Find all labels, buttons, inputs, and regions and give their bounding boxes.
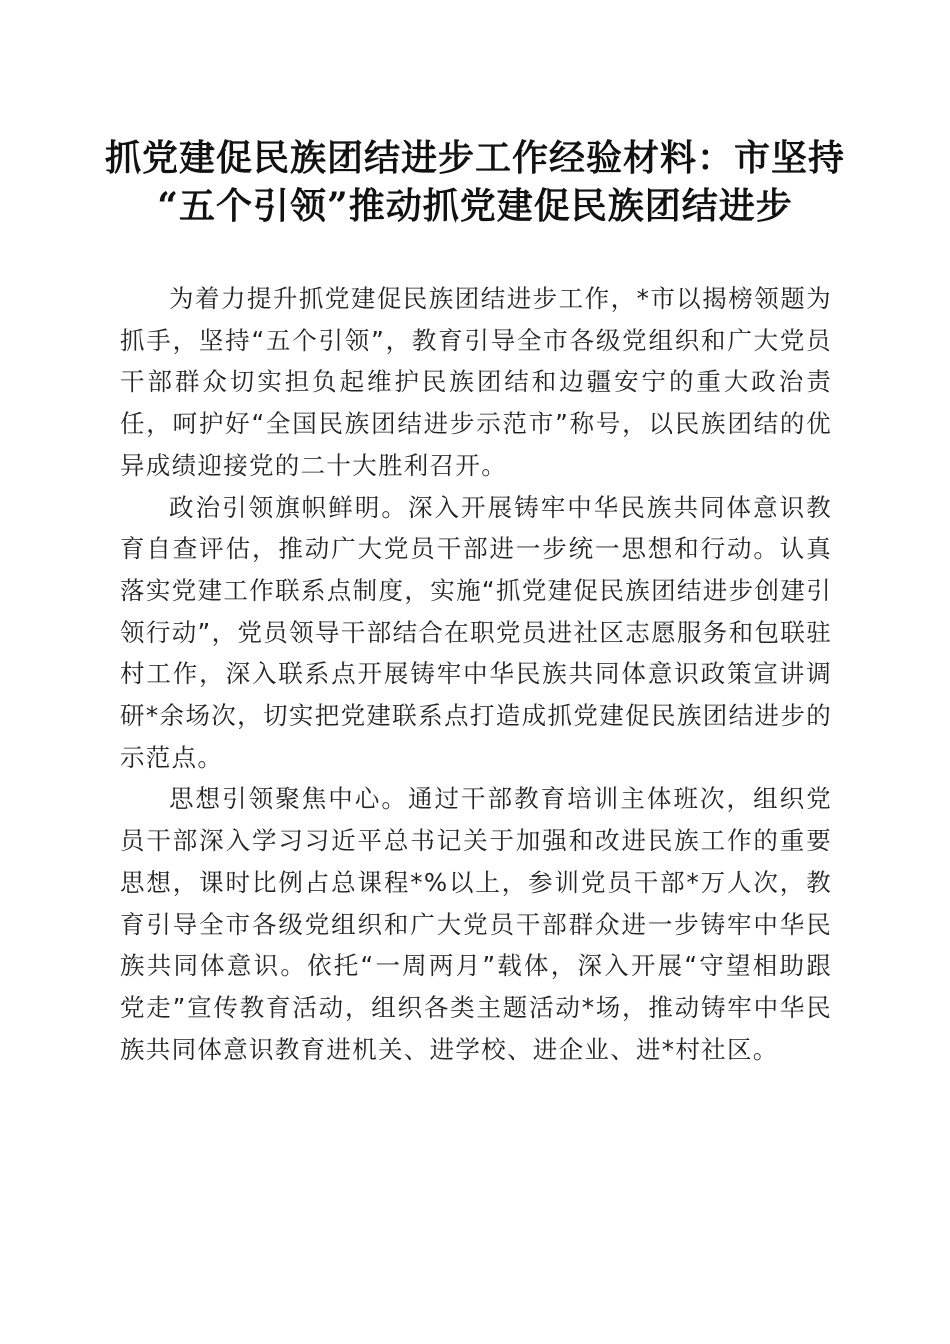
document-body [120,278,832,1070]
paragraph-political-leadership: 政治引领旗帜鲜明。深入开展铸牢中华民族共同体意识教育自查评估，推动广大党员干部进一步统一思想和行动。认真落实党建工作联系点制度，实施“抓党建促民族团结进步创建引领行动”，党员领导干部结合在职党员进社区志愿服务和包联驻村工作，深入联系点开展铸牢中华民族共同体意识政策宣讲调研*余场次，切实把党建联系点打造成抓党建促民族团结进步的示范点。 [120,492,832,772]
title-line-1: 抓党建促民族团结进步工作经验材料：市坚持 [104,137,845,179]
document-title [80,134,870,230]
title-line-2: “五个引领”推动抓党建促民族团结进步 [157,185,793,227]
paragraph-intro: 为着力提升抓党建促民族团结进步工作，*市以揭榜领题为抓手，坚持“五个引领”，教育引导全市各级党组织和广大党员干部群众切实担负起维护民族团结和边疆安宁的重大政治责任，呵护好“全国民族团结进步示范市”称号，以民族团结的优异成绩迎接党的二十大胜利召开。 [120,284,832,480]
paragraph-ideological-leadership: 思想引领聚焦中心。通过干部教育培训主体班次，组织党员干部深入学习习近平总书记关于加强和改进民族工作的重要思想，课时比例占总课程*%以上，参训党员干部*万人次，教育引导全市各级党组织和广大党员干部群众进一步铸牢中华民族共同体意识。依托“一周两月”载体，深入开展“守望相助跟党走”宣传教育活动，组织各类主题活动*场，推动铸牢中华民族共同体意识教育进机关、进学校、进企业、进*村社区。 [120,784,832,1064]
